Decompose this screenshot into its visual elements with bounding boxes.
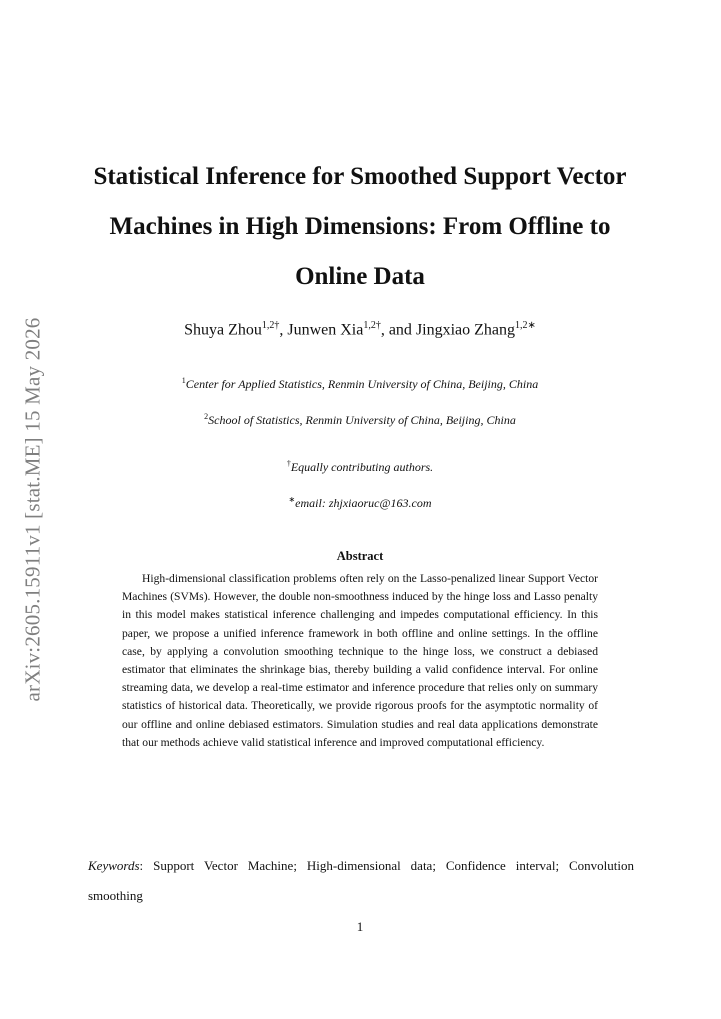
affiliation-2 (80, 412, 640, 428)
author-affiliation-marks: 1,2† (261, 320, 280, 331)
keywords-text: Support Vector Machine; High-dimensional data; Confidence interval; Convolution smoothing (88, 858, 634, 903)
paper-title: Statistical Inference for Smoothed Support Vector Machines in High Dimensions: From Offline to Online Data (93, 163, 627, 290)
abstract-body: High-dimensional classification problems often rely on the Lasso-penalized linear Support Vector Machines (SVMs). However, the double non-smoothness induced by the hinge loss and Lasso penalty in this model makes statistical inference challenging and impedes computational efficiency. In this paper, we propose a unified inference framework in both offline and online settings. In the offline case, by applying a convolution smoothing technique to the hinge loss, we construct a debiased estimator that eliminates the shrinkage bias, thereby building a valid confidence interval. For online streaming data, we develop a real-time estimator and inference procedure that relies only on summary statistics of historical data. Theoretically, we provide rigorous proofs for the asymptotic normality of our offline and online debiased estimators. Simulation studies and real data applications demonstrate that our methods achieve valid statistical inference and improved computational efficiency. (122, 572, 598, 749)
affiliation-text: Center for Applied Statistics, Renmin University of China, Beijing, China (185, 377, 539, 391)
note-mark: ∗ (288, 495, 296, 504)
page-number: 1 (356, 919, 364, 934)
author-separator: , and (380, 321, 416, 339)
author-name: Junwen Xia (287, 321, 364, 339)
author-affiliation-marks: 1,2∗ (515, 320, 536, 331)
affiliation-1 (80, 376, 640, 392)
affiliation-text: School of Statistics, Renmin University of China, Beijing, China (208, 413, 516, 427)
equal-contribution-note (80, 459, 640, 475)
author-list (80, 320, 640, 339)
note-text: Equally contributing authors. (290, 460, 434, 474)
keywords-separator: : (139, 858, 154, 873)
author-affiliation-marks: 1,2† (363, 320, 381, 331)
author-name: Shuya Zhou (184, 321, 262, 339)
arxiv-identifier-text: arXiv:2605.15911v1 [stat.ME] 15 May 2026 (20, 316, 45, 702)
author-separator: , (279, 321, 288, 339)
keywords-label: Keywords (88, 858, 140, 873)
affiliation-mark: 1 (181, 376, 186, 385)
abstract-heading: Abstract (336, 549, 384, 563)
arxiv-identifier-stamp (13, 284, 53, 734)
corresponding-email-note (80, 495, 640, 511)
affiliation-mark: 2 (204, 412, 209, 421)
note-mark: † (286, 459, 291, 468)
author-name: Jingxiao Zhang (415, 321, 516, 339)
note-text: email: zhjxiaoruc@163.com (295, 496, 432, 510)
keywords-paragraph (88, 851, 634, 911)
